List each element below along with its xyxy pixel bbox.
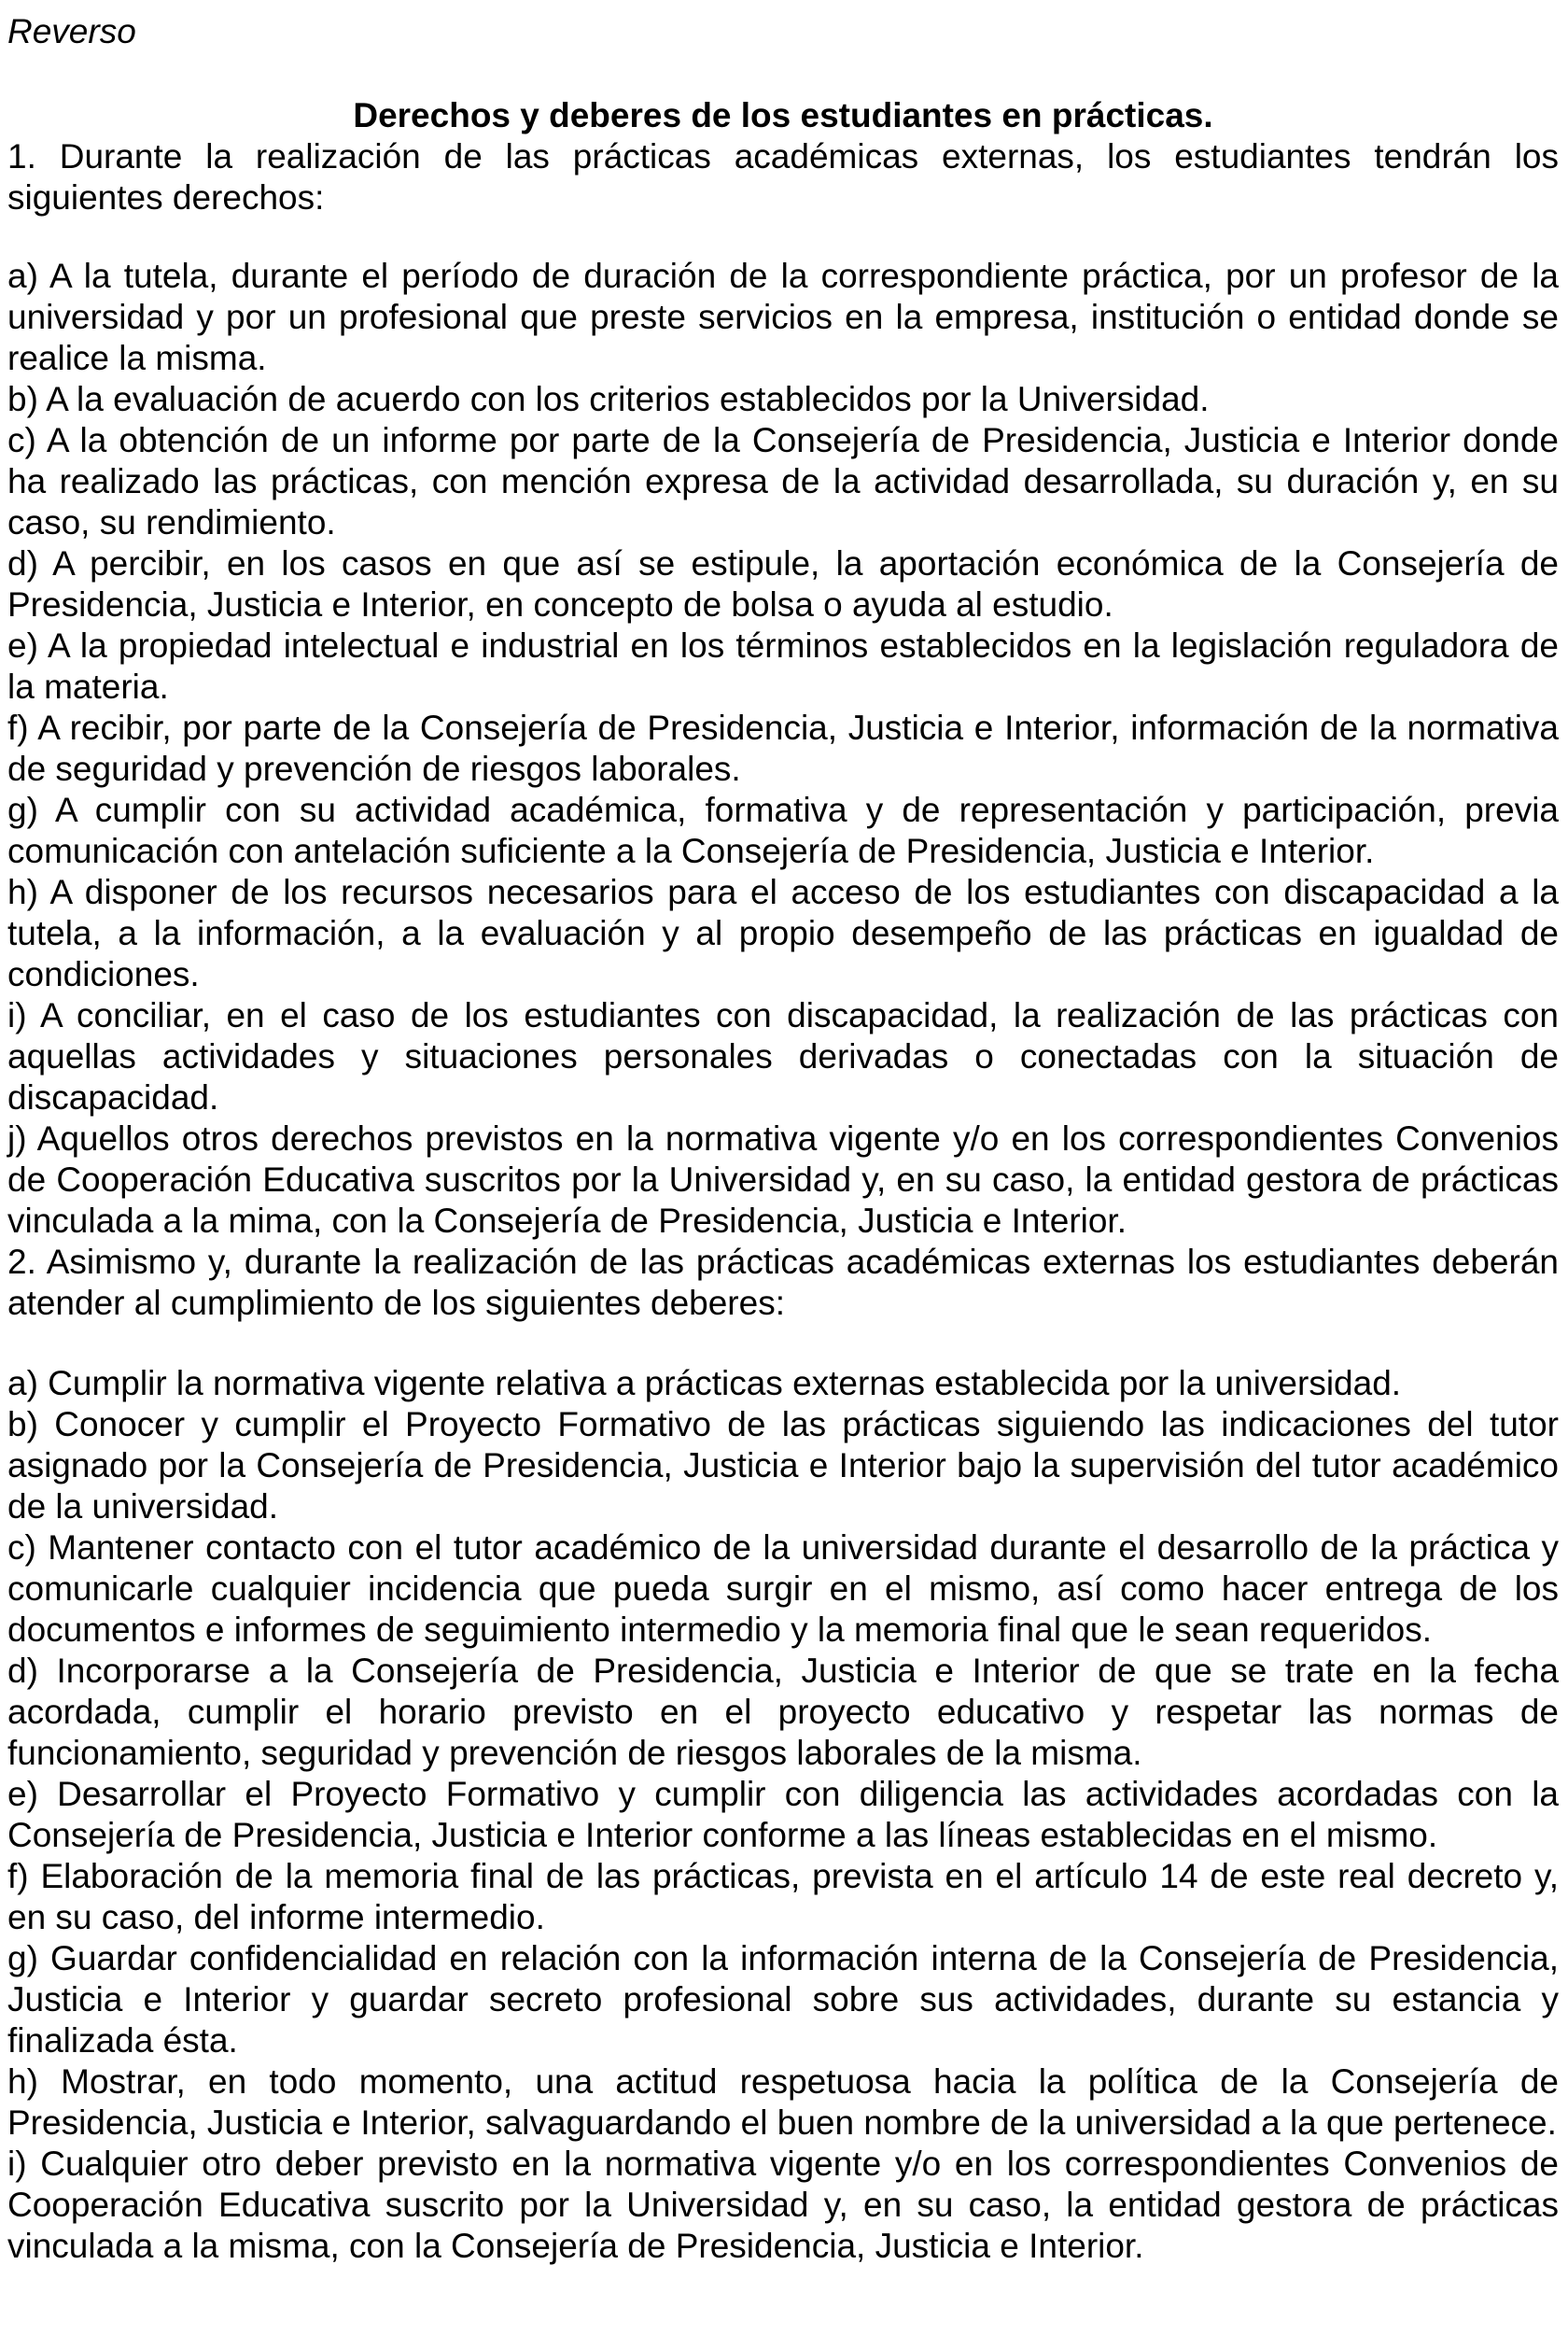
section2-intro: 2. Asimismo y, durante la realización de las prácticas académicas externas los estudiantes deberán atender al cumplimiento de los siguientes deberes: [7, 1243, 1559, 1322]
section2-item-a: a) Cumplir la normativa vigente relativa a prácticas externas establecida por la universidad. [7, 1364, 1402, 1402]
section2-item-i: i) Cualquier otro deber previsto en la normativa vigente y/o en los correspondientes Convenios de Cooperación Educativa suscrito por la Universidad y, en su caso, la entidad gestora de prácticas vinculada a la misma, con la Consejería de Presidencia, Justicia e Interior. [7, 2145, 1559, 2265]
section1-rights-list [7, 256, 1559, 1242]
section1-item-i: i) A conciliar, en el caso de los estudiantes con discapacidad, la realización de las prácticas con aquellas actividades y situaciones personales derivadas o conectadas con la situación de discapacidad. [7, 996, 1559, 1117]
section2-item-b: b) Conocer y cumplir el Proyecto Formativo de las prácticas siguiendo las indicaciones del tutor asignado por la Consejería de Presidencia, Justicia e Interior bajo la supervisión del tutor académico de la universidad. [7, 1405, 1559, 1526]
section2-item-d: d) Incorporarse a la Consejería de Presidencia, Justicia e Interior de que se trate en la fecha acordada, cumplir el horario previsto en el proyecto educativo y respetar las normas de funcionamiento, seguridad y prevención de riesgos laborales de la misma. [7, 1652, 1559, 1772]
section1-item-d: d) A percibir, en los casos en que así se estipule, la aportación económica de la Consejería de Presidencia, Justicia e Interior, en concepto de bolsa o ayuda al estudio. [7, 544, 1559, 624]
section1-item-j: j) Aquellos otros derechos previstos en la normativa vigente y/o en los correspondientes Convenios de Cooperación Educativa suscritos por la Universidad y, en su caso, la entidad gestora de prácticas vinculada a la mima, con la Consejería de Presidencia, Justicia e Interior. [7, 1119, 1559, 1240]
section2-item-f: f) Elaboración de la memoria final de las prácticas, prevista en el artículo 14 de este real decreto y, en su caso, del informe intermedio. [7, 1857, 1559, 1936]
section2-item-g: g) Guardar confidencialidad en relación con la información interna de la Consejería de Presidencia, Justicia e Interior y guardar secreto profesional sobre sus actividades, durante su estancia y finalizada ésta. [7, 1939, 1559, 2060]
section1-item-g: g) A cumplir con su actividad académica, formativa y de representación y participación, previa comunicación con antelación suficiente a la Consejería de Presidencia, Justicia e Interior. [7, 791, 1559, 870]
section1-intro: 1. Durante la realización de las prácticas académicas externas, los estudiantes tendrán los siguientes derechos: [7, 137, 1559, 217]
section1-item-c: c) A la obtención de un informe por parte de la Consejería de Presidencia, Justicia e Interior donde ha realizado las prácticas, con mención expresa de la actividad desarrollada, su duración y, en su caso, su rendimiento. [7, 421, 1559, 542]
page-title: Derechos y deberes de los estudiantes en prácticas. [353, 96, 1213, 134]
section1-item-b: b) A la evaluación de acuerdo con los criterios establecidos por la Universidad. [7, 380, 1210, 418]
section1-item-e: e) A la propiedad intelectual e industrial en los términos establecidos en la legislación reguladora de la materia. [7, 626, 1559, 706]
section1-item-h: h) A disponer de los recursos necesarios para el acceso de los estudiantes con discapacidad a la tutela, a la información, a la evaluación y al propio desempeño de las prácticas en igualdad de condiciones. [7, 873, 1559, 993]
section1-item-f: f) A recibir, por parte de la Consejería de Presidencia, Justicia e Interior, información de la normativa de seguridad y prevención de riesgos laborales. [7, 709, 1559, 788]
reverso-label: Reverso [7, 12, 136, 50]
section1-item-a: a) A la tutela, durante el período de duración de la correspondiente práctica, por un profesor de la universidad y por un profesional que preste servicios en la empresa, institución o entidad donde se realice la misma. [7, 257, 1559, 377]
section2-item-h: h) Mostrar, en todo momento, una actitud respetuosa hacia la política de la Consejería de Presidencia, Justicia e Interior, salvaguardando el buen nombre de la universidad a la que pertenece. [7, 2062, 1559, 2142]
section2-item-c: c) Mantener contacto con el tutor académico de la universidad durante el desarrollo de la práctica y comunicarle cualquier incidencia que pueda surgir en el mismo, así como hacer entrega de los documentos e informes de seguimiento intermedio y la memoria final que le sean requeridos. [7, 1528, 1559, 1649]
section2-duties-list [7, 1363, 1559, 2267]
section2-item-e: e) Desarrollar el Proyecto Formativo y cumplir con diligencia las actividades acordadas con la Consejería de Presidencia, Justicia e Interior conforme a las líneas establecidas en el mismo. [7, 1775, 1559, 1854]
